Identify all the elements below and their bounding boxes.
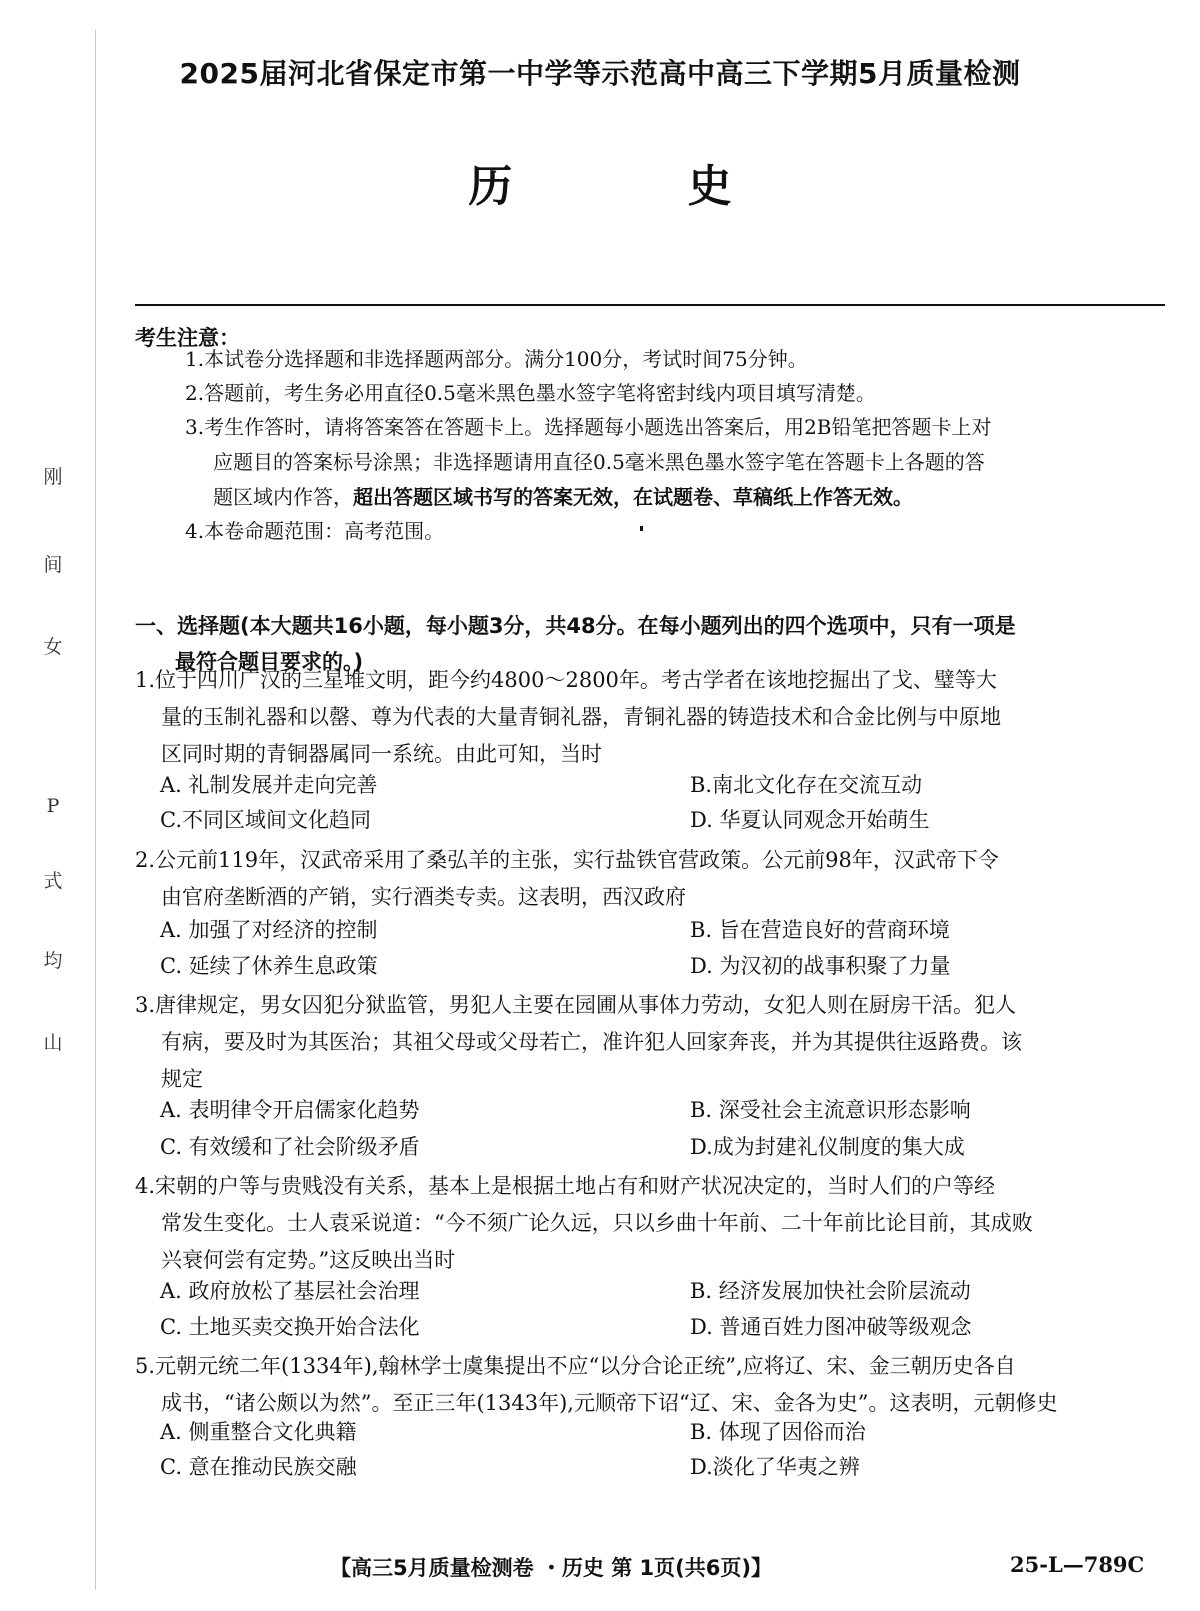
- side-margin-char: 式: [43, 870, 63, 892]
- stem-line: 区同时期的青铜器属同一系统。由此可知，当时: [161, 742, 602, 766]
- side-margin-char: 间: [43, 554, 63, 576]
- question-5-option-a: A. 侧重整合文化典籍: [160, 1420, 357, 1444]
- stem-line: 规定: [161, 1067, 203, 1091]
- binding-margin-line: [95, 30, 96, 1590]
- question-1-option-d: D. 华夏认同观念开始萌生: [690, 808, 930, 832]
- stem-line: 成书，“诸公颇以为然”。至正三年(1343年),元顺帝下诏“辽、宋、金各为史”。这表明，元朝修史: [161, 1391, 1058, 1415]
- question-4-stem: [135, 1168, 1170, 1279]
- stem-line: 1.位于四川广汉的三星堆文明，距今约4800～2800年。考古学者在该地挖掘出了戈、璧等大: [135, 668, 997, 692]
- side-margin-char: 刚: [43, 466, 63, 488]
- stem-line: 量的玉制礼器和以罄、尊为代表的大量青铜礼器，青铜礼器的铸造技术和合金比例与中原地: [161, 705, 1001, 729]
- question-4-option-d: D. 普通百姓力图冲破等级观念: [690, 1315, 972, 1339]
- notice-item-3-line3: 题区域内作答，: [213, 485, 353, 509]
- notice-item-4: 4.本卷命题范围：高考范围。: [185, 519, 445, 543]
- question-1-option-b: B.南北文化存在交流互动: [690, 773, 923, 797]
- question-3-option-d: D.成为封建礼仪制度的集大成: [690, 1135, 965, 1159]
- question-3-stem: [135, 987, 1170, 1098]
- stem-line: 2.公元前119年，汉武帝采用了桑弘羊的主张，实行盐铁官营政策。公元前98年，汉武帝下令: [135, 848, 999, 872]
- stem-line: 由官府垄断酒的产销，实行酒类专卖。这表明，西汉政府: [161, 885, 686, 909]
- stem-line: 兴衰何尝有定势。”这反映出当时: [161, 1248, 456, 1272]
- question-5-option-b: B. 体现了因俗而治: [690, 1420, 866, 1444]
- question-3-option-c: C. 有效缓和了社会阶级矛盾: [160, 1135, 420, 1159]
- side-margin-char: 山: [43, 1032, 63, 1054]
- notice-item-1: 1.本试卷分选择题和非选择题两部分。满分100分，考试时间75分钟。: [185, 347, 808, 371]
- side-margin-char: 女: [43, 636, 63, 658]
- side-margin-char: 均: [43, 950, 63, 972]
- side-margin-char: P: [46, 795, 60, 817]
- notice-item-2: 2.答题前，考生务必用直径0.5毫米黑色墨水签字笔将密封线内项目填写清楚。: [185, 381, 876, 405]
- question-2-option-a: A. 加强了对经济的控制: [160, 918, 378, 942]
- section-heading-line1: 一、选择题(本大题共16小题，每小题3分，共48分。在每小题列出的四个选项中，只有一项是: [135, 614, 1016, 638]
- question-4-option-a: A. 政府放松了基层社会治理: [160, 1279, 420, 1303]
- stem-line: 有病，要及时为其医治；其祖父母或父母若亡，准许犯人回家奔丧，并为其提供往返路费。该: [161, 1030, 1022, 1054]
- question-4-option-b: B. 经济发展加快社会阶层流动: [690, 1279, 971, 1303]
- notice-item-3: [185, 410, 1165, 515]
- question-2-option-d: D. 为汉初的战事积聚了力量: [690, 954, 951, 978]
- section-heading-line2: 最符合题目要求的。): [175, 650, 364, 674]
- question-2-option-b: B. 旨在营造良好的营商环境: [690, 918, 950, 942]
- footer-paper-code: 25-L—789C: [1010, 1552, 1145, 1577]
- footer-page-info: 【高三5月质量检测卷 ・历史 第 1页(共6页)】: [330, 1556, 772, 1580]
- exam-title: 2025届河北省保定市第一中学等示范高中高三下学期5月质量检测: [179, 57, 1021, 90]
- stem-line: 常发生变化。士人袁采说道：“今不须广论久远，只以乡曲十年前、二十年前比论目前，其成败: [161, 1211, 1033, 1235]
- question-3-option-b: B. 深受社会主流意识形态影响: [690, 1098, 971, 1122]
- stem-line: 5.元朝元统二年(1334年),翰林学士虞集提出不应“以分合论正统”,应将辽、宋、金三朝历史各自: [135, 1354, 1016, 1378]
- question-1-option-c: C.不同区域间文化趋同: [160, 808, 371, 832]
- header-divider: [135, 304, 1165, 306]
- question-5-stem: [135, 1348, 1170, 1422]
- question-2-option-c: C. 延续了休养生息政策: [160, 954, 378, 978]
- question-5-option-c: C. 意在推动民族交融: [160, 1455, 357, 1479]
- question-4-option-c: C. 土地买卖交换开始合法化: [160, 1315, 420, 1339]
- question-1-stem: [135, 662, 1170, 773]
- stem-line: 3.唐律规定，男女囚犯分狱监管，男犯人主要在园圃从事体力劳动，女犯人则在厨房干活。犯人: [135, 993, 1017, 1017]
- question-3-option-a: A. 表明律令开启儒家化趋势: [160, 1098, 420, 1122]
- notice-item-3-line2: 应题目的答案标号涂黑；非选择题请用直径0.5毫米黑色墨水签字笔在答题卡上各题的答: [213, 450, 985, 474]
- question-5-option-d: D.淡化了华夷之辨: [690, 1455, 860, 1479]
- stem-line: 4.宋朝的户等与贵贱没有关系，基本上是根据土地占有和财产状况决定的，当时人们的户等经: [135, 1174, 996, 1198]
- notice-item-3-emphasis: 超出答题区域书写的答案无效，在试题卷、草稿纸上作答无效。: [353, 485, 913, 509]
- notice-heading: 考生注意：: [135, 326, 240, 350]
- subject-title: 历 史: [468, 161, 812, 212]
- question-1-option-a: A. 礼制发展并走向完善: [160, 773, 378, 797]
- question-2-stem: [135, 842, 1170, 916]
- notice-item-3-line1: 3.考生作答时，请将答案答在答题卡上。选择题每小题选出答案后，用2B铅笔把答题卡上对: [185, 415, 992, 439]
